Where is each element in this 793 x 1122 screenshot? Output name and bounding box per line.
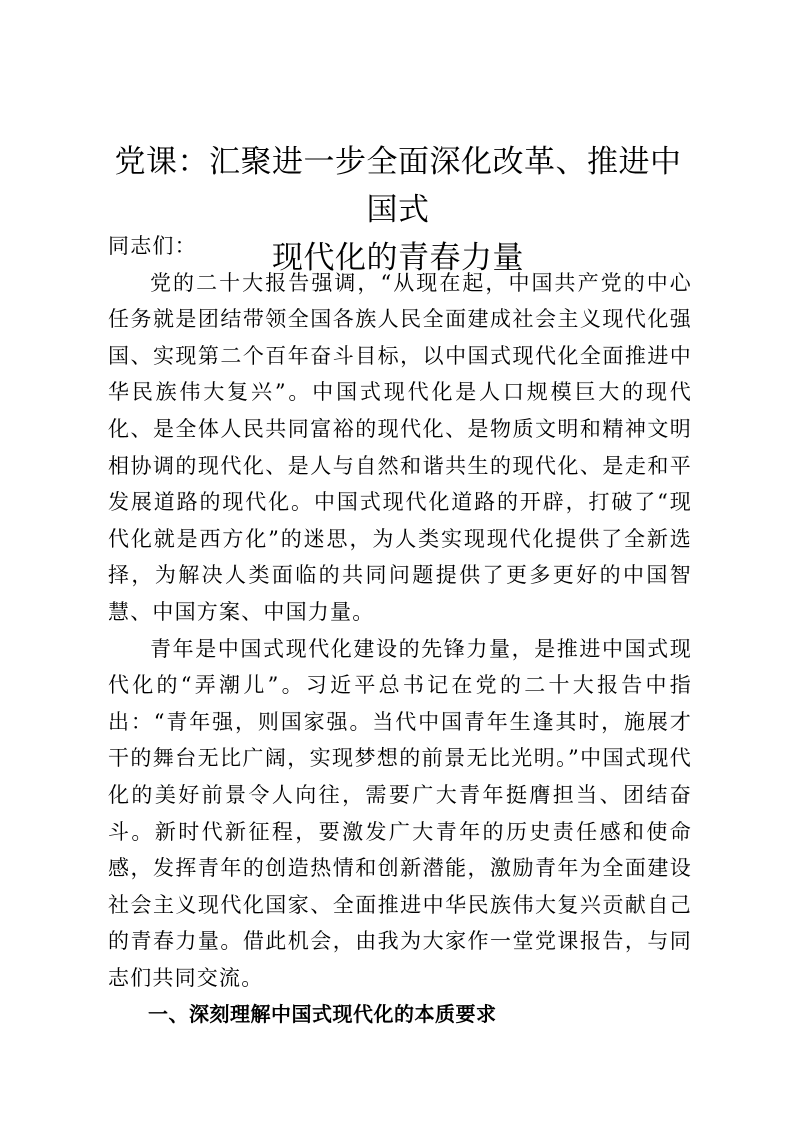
paragraph-2: 青年是中国式现代化建设的先锋力量，是推进中国式现代化的“弄潮儿”。习近平总书记在党的二十大报告中指出：“青年强，则国家强。当代中国青年生逢其时，施展才干的舞台无比广阔，实现梦想的前景无比光明。”中国式现代化的美好前景令人向往，需要广大青年挺膺担当、团结奋斗。新时代新征程，要激发广大青年的历史责任感和使命感，发挥青年的创造热情和创新潜能，激励青年为全面建设社会主义现代化国家、全面推进中华民族伟大复兴贡献自己的青春力量。借此机会，由我为大家作一堂党课报告，与同志们共同交流。 [108,636,692,990]
paragraph-1: 党的二十大报告强调，“从现在起，中国共产党的中心任务就是团结带领全国各族人民全面建成社会主义现代化强国、实现第二个百年奋斗目标，以中国式现代化全面推进中华民族伟大复兴”。中国式现代化是人口规模巨大的现代化、是全体人民共同富裕的现代化、是物质文明和精神文明相协调的现代化、是人与自然和谐共生的现代化、是走和平发展道路的现代化。中国式现代化道路的开辟，打破了“现代化就是西方化”的迷思，为人类实现现代化提供了全新选择，为解决人类面临的共同问题提供了更多更好的中国智慧、中国方案、中国力量。 [108,270,692,624]
title-line-1: 党课：汇聚进一步全面深化改革、推进中国式 [114,144,682,228]
salutation: 同志们： [108,234,197,258]
title-line-2: 现代化的青春力量 [272,240,524,276]
document-body [108,228,692,1033]
section-heading: 一、深刻理解中国式现代化的本质要求 [148,1002,497,1027]
